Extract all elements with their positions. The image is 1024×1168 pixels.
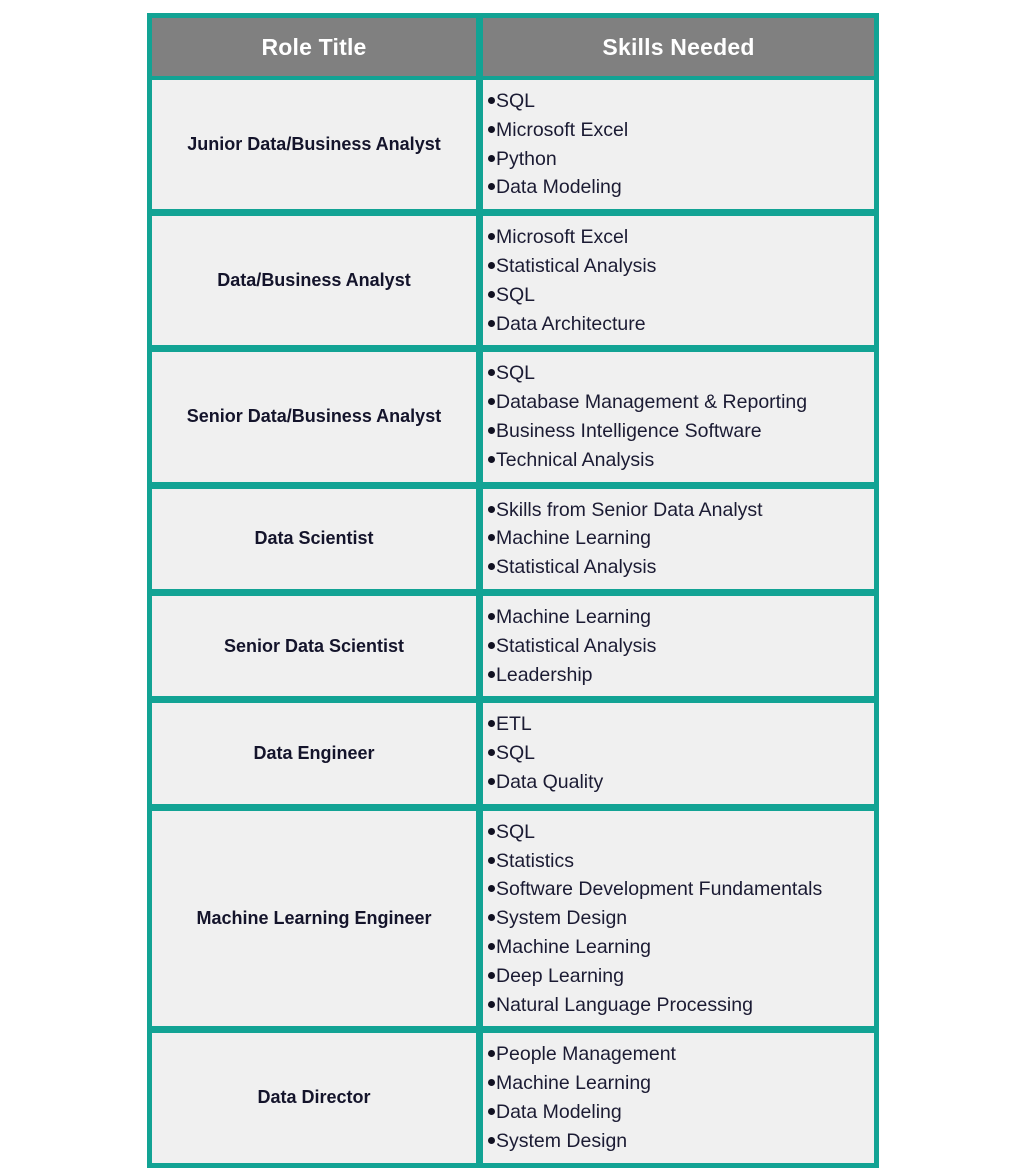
skill-label: SQL — [496, 283, 536, 306]
skills-list — [488, 496, 874, 582]
bullet-icon — [488, 155, 495, 162]
table-row — [147, 591, 879, 698]
skill-label: SQL — [496, 362, 536, 385]
skill-list-item — [488, 496, 874, 525]
bullet-icon — [488, 972, 495, 979]
bullet-icon — [488, 828, 495, 835]
skill-list-item — [488, 1098, 874, 1127]
role-skills-table — [147, 13, 879, 1168]
skill-list-item — [488, 1069, 874, 1098]
skill-list-item — [488, 818, 874, 847]
bullet-icon — [488, 914, 495, 921]
skills-table-container — [147, 13, 879, 1152]
skill-label: Statistics — [496, 849, 575, 872]
skills-list — [488, 87, 874, 202]
role-title-cell: Data Scientist — [147, 484, 478, 591]
skill-list-item — [488, 904, 874, 933]
skill-list-item — [488, 87, 874, 116]
skill-label: Machine Learning — [496, 527, 652, 550]
skill-label: Data Architecture — [496, 312, 646, 335]
skill-list-item — [488, 388, 874, 417]
skill-label: Data Modeling — [496, 176, 622, 199]
skills-needed-cell — [478, 347, 879, 483]
skill-list-item — [488, 710, 874, 739]
skill-label: Software Development Fundamentals — [496, 878, 823, 901]
table-row — [147, 211, 879, 347]
skill-label: Natural Language Processing — [496, 993, 753, 1016]
skills-list — [488, 223, 874, 338]
skill-label: Python — [496, 147, 557, 170]
skill-list-item — [488, 359, 874, 388]
skill-label: SQL — [496, 820, 536, 843]
skills-list — [488, 359, 874, 474]
skill-label: System Design — [496, 907, 628, 930]
bullet-icon — [488, 1108, 495, 1115]
skill-label: Machine Learning — [496, 1072, 652, 1095]
bullet-icon — [488, 506, 495, 513]
skill-list-item — [488, 417, 874, 446]
role-title-cell: Senior Data/Business Analyst — [147, 347, 478, 483]
table-row — [147, 806, 879, 1029]
table-row — [147, 347, 879, 483]
skill-label: Statistical Analysis — [496, 254, 657, 277]
skills-needed-cell — [478, 484, 879, 591]
skill-label: System Design — [496, 1129, 628, 1152]
skill-label: Statistical Analysis — [496, 634, 657, 657]
skill-label: Microsoft Excel — [496, 118, 629, 141]
bullet-icon — [488, 563, 495, 570]
role-title-cell: Data Engineer — [147, 698, 478, 805]
bullet-icon — [488, 1050, 495, 1057]
skill-label: SQL — [496, 90, 536, 112]
skill-list-item — [488, 145, 874, 174]
table-row — [147, 1028, 879, 1167]
bullet-icon — [488, 642, 495, 649]
column-header-skills-needed: Skills Needed — [478, 13, 879, 78]
role-title-cell: Data Director — [147, 1028, 478, 1167]
table-header — [147, 13, 879, 78]
skill-label: Leadership — [496, 663, 593, 686]
bullet-icon — [488, 126, 495, 133]
skill-list-item — [488, 524, 874, 553]
role-title-cell: Senior Data Scientist — [147, 591, 478, 698]
skills-needed-cell — [478, 1028, 879, 1167]
table-body — [147, 78, 879, 1168]
skill-label: Technical Analysis — [496, 448, 655, 471]
bullet-icon — [488, 369, 495, 376]
table-row — [147, 698, 879, 805]
bullet-icon — [488, 183, 495, 190]
bullet-icon — [488, 427, 495, 434]
skill-label: Statistical Analysis — [496, 556, 657, 579]
bullet-icon — [488, 749, 495, 756]
skill-list-item — [488, 223, 874, 252]
skill-list-item — [488, 281, 874, 310]
skill-list-item — [488, 661, 874, 690]
skills-needed-cell — [478, 698, 879, 805]
role-title-cell: Data/Business Analyst — [147, 211, 478, 347]
bullet-icon — [488, 320, 495, 327]
skills-list — [488, 710, 874, 796]
skill-list-item — [488, 173, 874, 202]
bullet-icon — [488, 456, 495, 463]
skill-list-item — [488, 962, 874, 991]
bullet-icon — [488, 885, 495, 892]
bullet-icon — [488, 1079, 495, 1086]
bullet-icon — [488, 233, 495, 240]
skill-list-item — [488, 1040, 874, 1069]
skills-needed-cell — [478, 806, 879, 1029]
skill-label: Microsoft Excel — [496, 226, 629, 249]
header-row — [147, 13, 879, 78]
skill-label: SQL — [496, 742, 536, 765]
bullet-icon — [488, 1001, 495, 1008]
skill-label: Business Intelligence Software — [496, 419, 762, 442]
skill-label: Data Modeling — [496, 1100, 622, 1123]
skill-label: Data Quality — [496, 770, 604, 793]
skill-list-item — [488, 252, 874, 281]
skill-list-item — [488, 875, 874, 904]
skill-list-item — [488, 933, 874, 962]
bullet-icon — [488, 534, 495, 541]
bullet-icon — [488, 262, 495, 269]
skill-list-item — [488, 739, 874, 768]
bullet-icon — [488, 778, 495, 785]
skill-label: ETL — [496, 713, 532, 736]
skills-needed-cell — [478, 78, 879, 211]
bullet-icon — [488, 720, 495, 727]
skill-list-item — [488, 116, 874, 145]
bullet-icon — [488, 613, 495, 620]
skill-list-item — [488, 553, 874, 582]
skills-list — [488, 1040, 874, 1155]
skill-label: Machine Learning — [496, 935, 652, 958]
skill-list-item — [488, 768, 874, 797]
skill-list-item — [488, 991, 874, 1020]
bullet-icon — [488, 943, 495, 950]
bullet-icon — [488, 291, 495, 298]
skills-list — [488, 603, 874, 689]
skill-list-item — [488, 310, 874, 339]
skills-list — [488, 818, 874, 1020]
bullet-icon — [488, 671, 495, 678]
skill-list-item — [488, 847, 874, 876]
table-row — [147, 484, 879, 591]
column-header-role-title: Role Title — [147, 13, 478, 78]
skill-label: Machine Learning — [496, 605, 652, 628]
skill-list-item — [488, 446, 874, 475]
skill-list-item — [488, 632, 874, 661]
table-row — [147, 78, 879, 211]
role-title-cell: Machine Learning Engineer — [147, 806, 478, 1029]
bullet-icon — [488, 97, 495, 104]
bullet-icon — [488, 1137, 495, 1144]
role-title-cell: Junior Data/Business Analyst — [147, 78, 478, 211]
bullet-icon — [488, 857, 495, 864]
skill-list-item — [488, 603, 874, 632]
bullet-icon — [488, 398, 495, 405]
skill-list-item — [488, 1127, 874, 1156]
skills-needed-cell — [478, 591, 879, 698]
skill-label: Deep Learning — [496, 964, 624, 987]
skill-label: Database Management & Reporting — [496, 391, 808, 414]
skill-label: People Management — [496, 1043, 676, 1066]
skills-needed-cell — [478, 211, 879, 347]
skill-label: Skills from Senior Data Analyst — [496, 498, 763, 521]
